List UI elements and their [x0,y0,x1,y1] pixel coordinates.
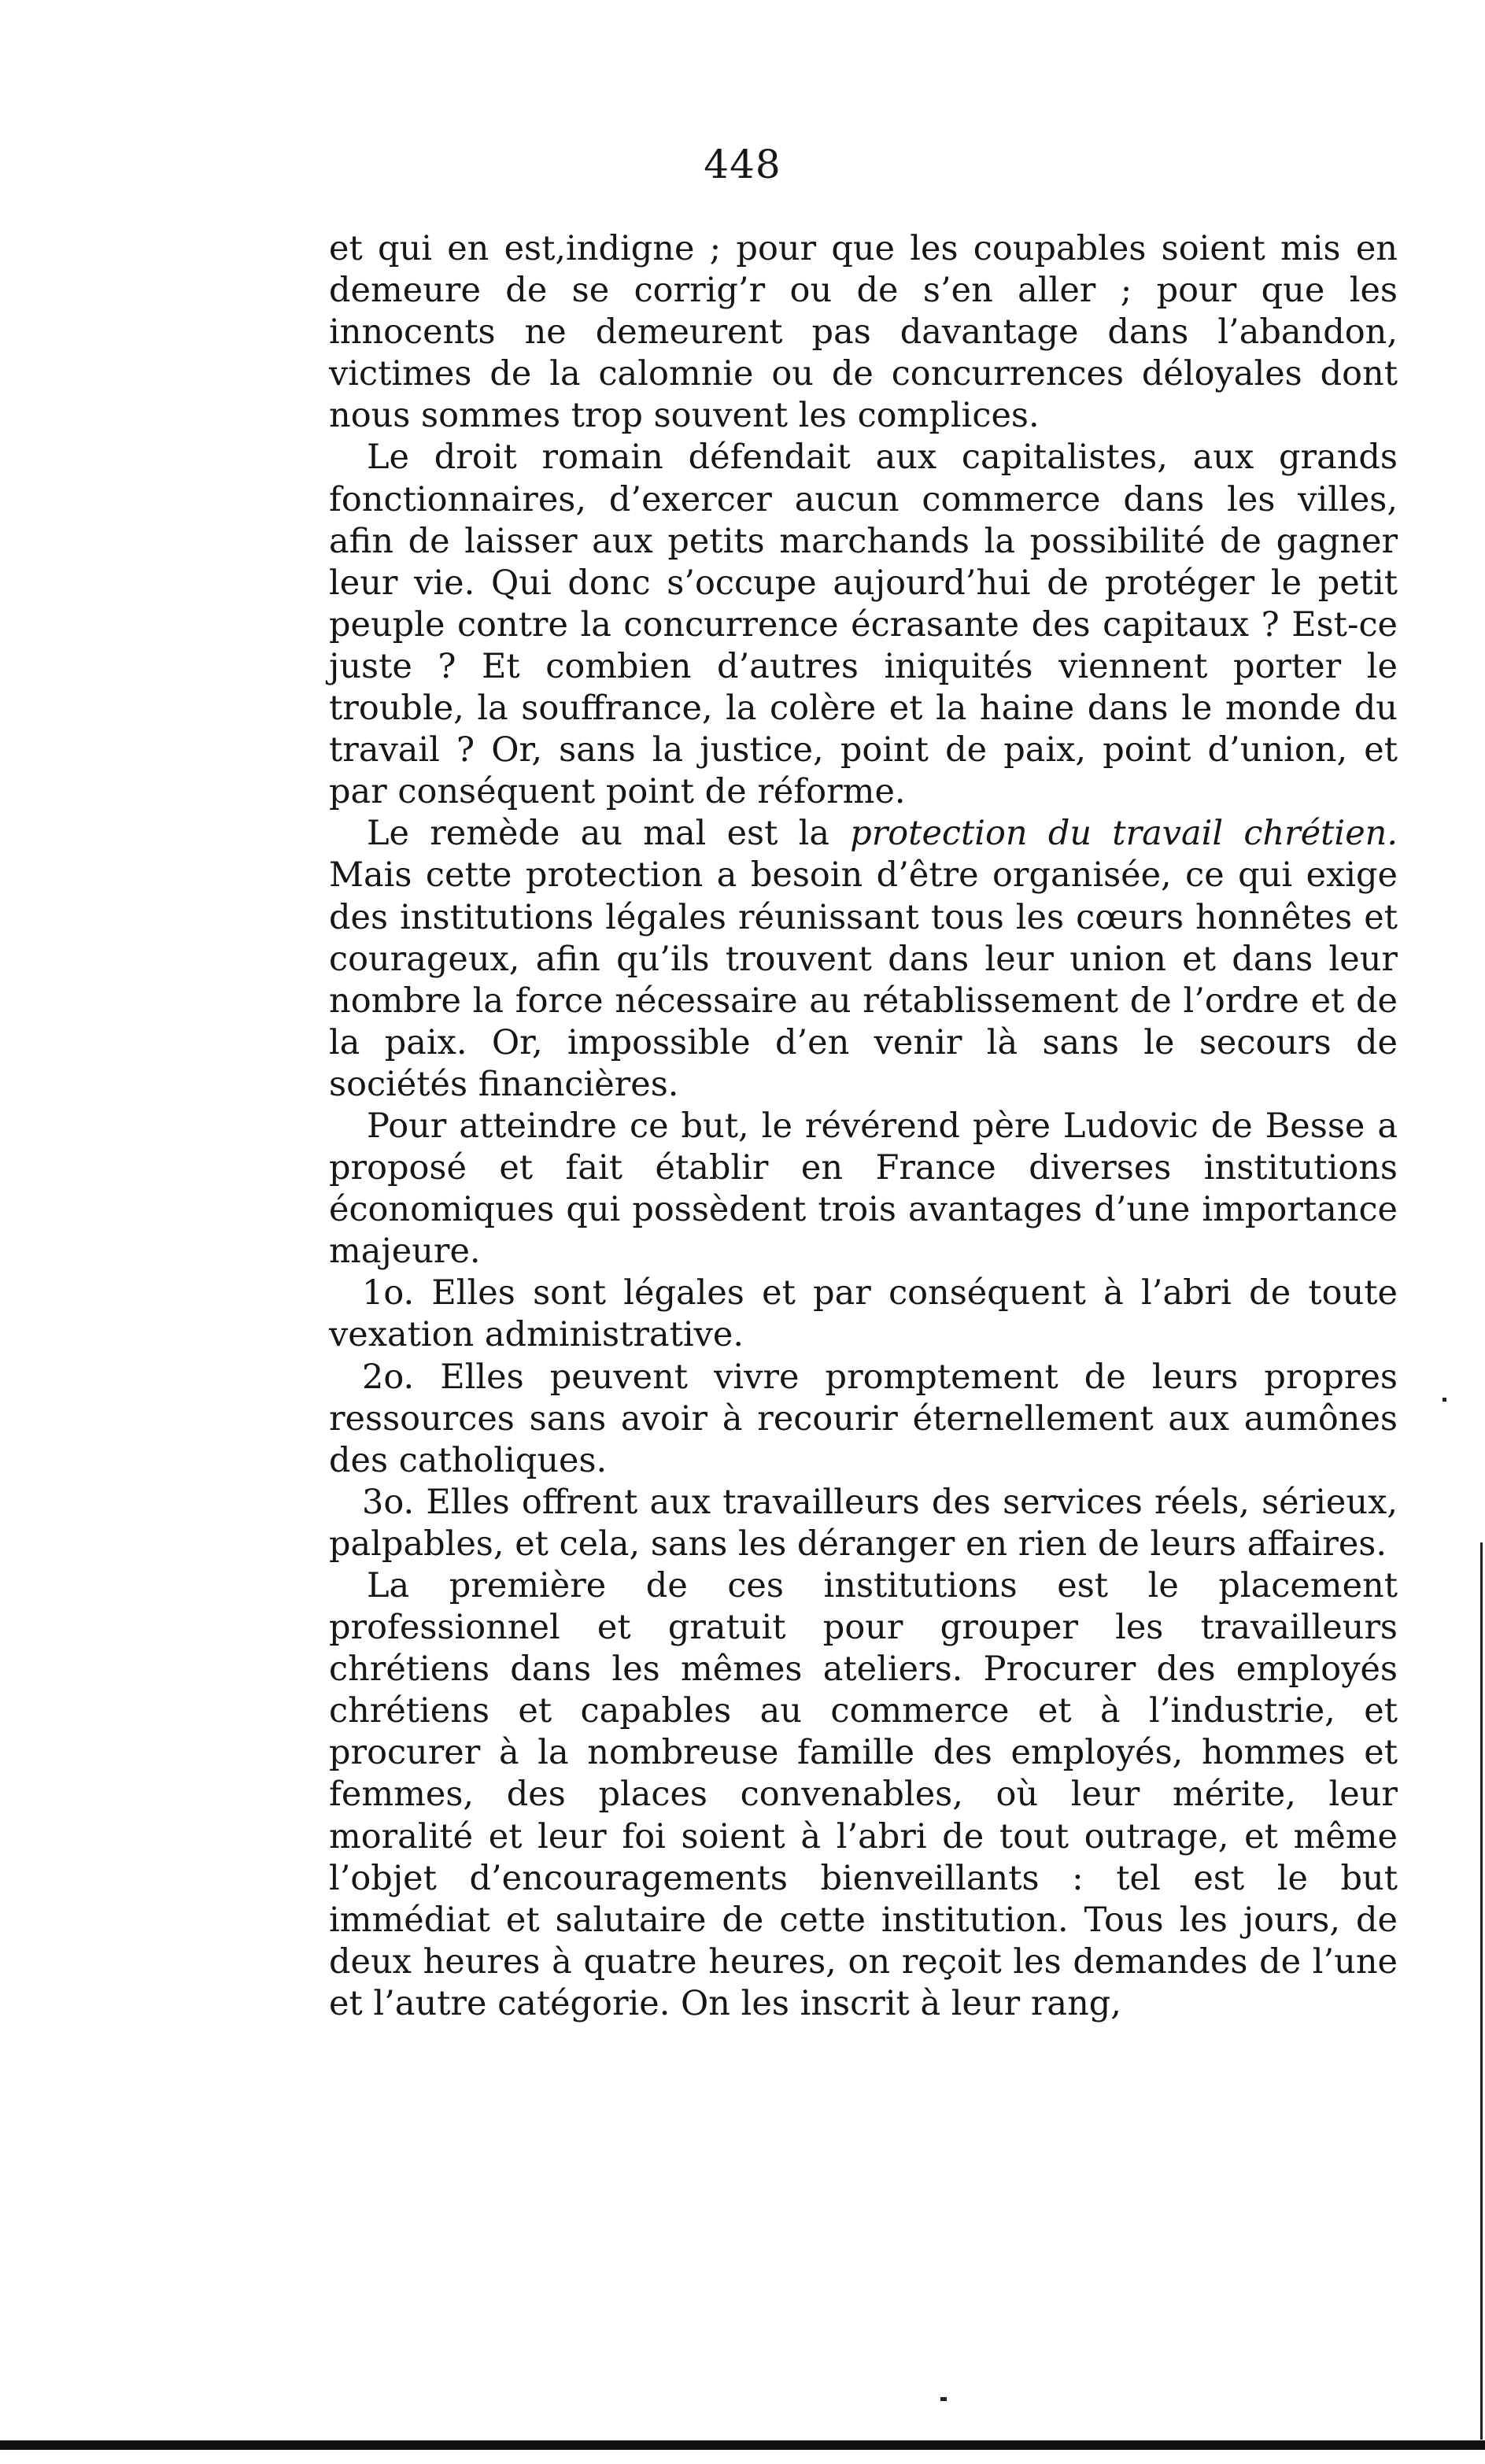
paragraph-3-lead: Le remède au mal est la [367,814,851,854]
paragraph-3-rest: Mais cette protection a besoin d’être organisée, ce qui exige des institutions légales réunissant tous les cœurs honnêtes et courageux, afin qu’ils trouvent dans leur union et dans leur nombre la force nécessaire au rétablissement de l’ordre et de la paix. Or, impossible d’en venir là sans le secours de sociétés financières. [329,855,1398,1104]
page-edge-line [1480,1542,1483,2440]
paragraph-2: Le droit romain défendait aux capitalistes, aux grands fonctionnaires, d’exercer aucun commerce dans les villes, afin de laisser aux petits marchands la possibilité de gagner leur vie. Qui donc s’occupe aujourd’hui de protéger le petit peuple contre la concurrence écrasante des capitaux ? Est-ce juste ? Et combien d’autres iniquités viennent porter le trouble, la souffrance, la colère et la haine dans le monde du travail ? Or, sans la justice, point de paix, point d’union, et par conséquent point de réforme. [329,438,1398,812]
numbered-item-1: 1o. Elles sont légales et par conséquent à l’abri de toute vexation administrative. [329,1273,1398,1355]
paragraph-4: Pour atteindre ce but, le révérend père Ludovic de Besse a proposé et fait établir en France diverses institutions économiques qui possèdent trois avantages d’une importance majeure. [329,1106,1398,1272]
numbered-item-3: 3o. Elles offrent aux travailleurs des services réels, sérieux, palpables, et cela, sans les déranger en rien de leurs affaires. [329,1482,1398,1564]
numbered-item-2: 2o. Elles peuvent vivre promptement de leurs propres ressources sans avoir à recourir éternellement aux aumônes des catholiques. [329,1357,1398,1480]
bottom-speck [940,2397,947,2401]
paragraph-1: et qui en est,indigne ; pour que les coupables soient mis en demeure de se corrig’r ou de s’en aller ; pour que les innocents ne demeurent pas davantage dans l’abandon, victimes de la calomnie ou de concurrences déloyales dont nous sommes trop souvent les complices. [329,229,1398,436]
margin-speck [1443,1398,1446,1402]
bottom-scan-border [0,2440,1485,2450]
page-number: 448 [704,142,781,187]
paragraph-8: La première de ces institutions est le placement professionnel et gratuit pour grouper les travailleurs chrétiens dans les mêmes ateliers. Procurer des employés chrétiens et capables au commerce et à l’industrie, et procurer à la nombreuse famille des employés, hommes et femmes, des places convenables, où leur mérite, leur moralité et leur foi soient à l’abri de tout outrage, et même l’objet d’encouragements bienveillants : tel est le but immédiat et salutaire de cette institution. Tous les jours, de deux heures à quatre heures, on reçoit les demandes de l’une et l’autre catégorie. On les inscrit à leur rang, [329,1566,1398,2023]
emphasis-protection-travail-chretien: protection du travail chrétien. [850,814,1398,854]
body-text [329,228,1398,2025]
paragraph-3 [329,813,1398,1106]
